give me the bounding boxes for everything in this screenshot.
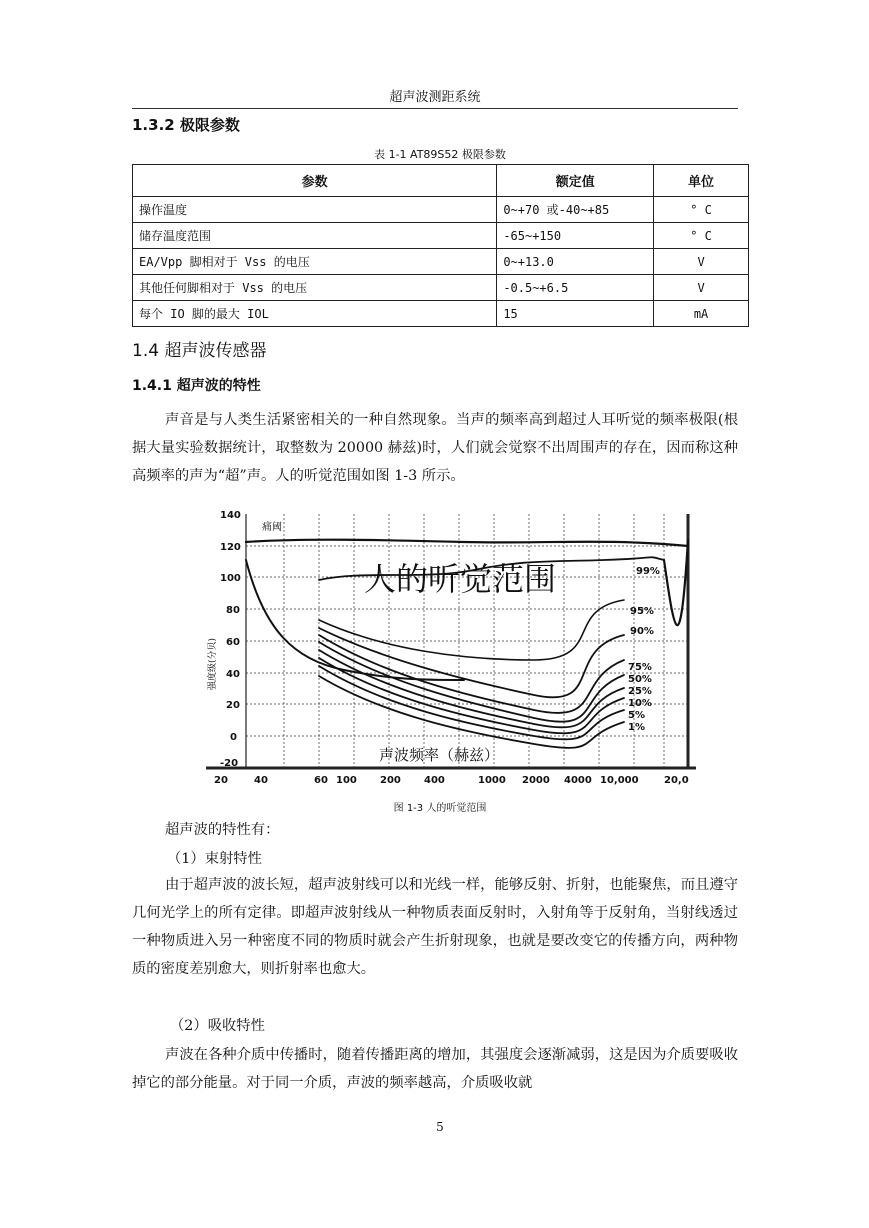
item-2-title: （2）吸收特性: [170, 1018, 265, 1034]
section-heading-1-3-2: 1.3.2 极限参数: [132, 116, 240, 134]
item-2-body: 声波在各种介质中传播时，随着传播距离的增加，其强度会逐渐减弱，这是因为介质要吸收掉它的部分能量。对于同一介质，声波的频率越高，介质吸收就: [132, 1047, 738, 1091]
item-1-body: 由于超声波的波长短，超声波射线可以和光线一样，能够反射、折射，也能聚焦，而且遵守几何光学上的所有定律。即超声波射线从一种物质表面反射时，入射角等于反射角，当射线透过一种物质进入另一种密度不同的物质时就会产生折射现象，也就是要改变它的传播方向，两种物质的密度差别愈大，则折射率也愈大。: [132, 877, 738, 977]
cell-parameter: 每个 IO 脚的最大 IOL: [133, 301, 497, 327]
y-tick-label: 60: [226, 637, 240, 648]
cell-parameter: 其他任何脚相对于 Vss 的电压: [133, 275, 497, 301]
section-heading-1-4: 1.4 超声波传感器: [132, 341, 267, 361]
hearing-range-figure: [204, 510, 698, 788]
cell-rating: -0.5~+6.5: [497, 275, 654, 301]
table-row: [133, 223, 749, 249]
cell-unit: ° C: [654, 197, 749, 223]
cell-unit: mA: [654, 301, 749, 327]
cell-unit: ° C: [654, 223, 749, 249]
y-tick-label: 140: [220, 510, 241, 521]
percent-label: 50%: [628, 674, 652, 685]
features-lead-paragraph: 超声波的特性有：: [165, 822, 280, 838]
header-cell-parameter: 参数: [133, 165, 497, 197]
cell-rating: 15: [497, 301, 654, 327]
cell-rating: 0~+13.0: [497, 249, 654, 275]
percent-label: 25%: [628, 686, 652, 697]
percent-label: 90%: [630, 626, 654, 637]
x-tick-label: 400: [424, 775, 445, 786]
running-header: 超声波测距系统: [389, 90, 481, 105]
x-tick-label: 60: [314, 775, 328, 786]
pain-threshold-label: 痛阈: [262, 522, 282, 533]
x-tick-label: 1000: [478, 775, 506, 786]
header-rule: [132, 108, 738, 109]
hearing-range-chart: [204, 510, 698, 788]
x-tick-label: 2000: [522, 775, 550, 786]
y-tick-label: 0: [230, 732, 237, 743]
table-row: [133, 197, 749, 223]
y-tick-label: 40: [226, 669, 240, 680]
percent-label: 95%: [630, 606, 654, 617]
cell-rating: 0~+70 或-40~+85: [497, 197, 654, 223]
limit-parameters-table: [132, 164, 749, 327]
x-tick-label: 20: [214, 775, 228, 786]
header-cell-unit: 单位: [654, 165, 749, 197]
table-row: [133, 275, 749, 301]
x-tick-label: 20,0: [664, 775, 689, 786]
x-tick-label: 10,000: [600, 775, 639, 786]
y-tick-label: 100: [220, 573, 241, 584]
cell-parameter: EA/Vpp 脚相对于 Vss 的电压: [133, 249, 497, 275]
x-tick-label: 200: [380, 775, 401, 786]
figure-title: 人的听觉范围: [364, 560, 557, 598]
cell-parameter: 操作温度: [133, 197, 497, 223]
y-tick-label: 20: [226, 700, 240, 711]
intro-paragraph: 声音是与人类生活紧密相关的一种自然现象。当声的频率高到超过人耳听觉的频率极限(根据大量实验数据统计，取整数为 20000 赫兹)时，人们就会觉察不出周围声的存在，因而称这种高频率的声为“超”声。人的听觉范围如图 1-3 所示。: [132, 412, 738, 484]
x-tick-label: 4000: [564, 775, 592, 786]
percent-label: 1%: [628, 722, 645, 733]
x-axis-label: 声波频率（赫兹）: [379, 746, 500, 764]
percent-label: 99%: [636, 566, 660, 577]
y-axis-label: 强度级(分贝): [208, 637, 218, 690]
header-cell-rating: 额定值: [497, 165, 654, 197]
table-caption: 表 1-1 AT89S52 极限参数: [374, 148, 506, 161]
section-heading-1-4-1: 1.4.1 超声波的特性: [132, 378, 261, 394]
y-tick-label: 120: [220, 542, 241, 553]
percent-label: 5%: [628, 710, 645, 721]
table-row: [133, 249, 749, 275]
percent-label: 75%: [628, 662, 652, 673]
y-tick-label: -20: [220, 758, 239, 769]
table-header-row: [133, 165, 749, 197]
cell-unit: V: [654, 275, 749, 301]
page-number: 5: [436, 1120, 444, 1134]
x-tick-label: 40: [254, 775, 268, 786]
x-tick-label: 100: [336, 775, 357, 786]
y-tick-label: 80: [226, 605, 240, 616]
figure-caption: 图 1-3 人的听觉范围: [393, 803, 487, 814]
table-row: [133, 301, 749, 327]
percent-label: 10%: [628, 698, 652, 709]
cell-parameter: 储存温度范围: [133, 223, 497, 249]
cell-unit: V: [654, 249, 749, 275]
item-1-title: （1）束射特性: [167, 851, 262, 867]
cell-rating: -65~+150: [497, 223, 654, 249]
